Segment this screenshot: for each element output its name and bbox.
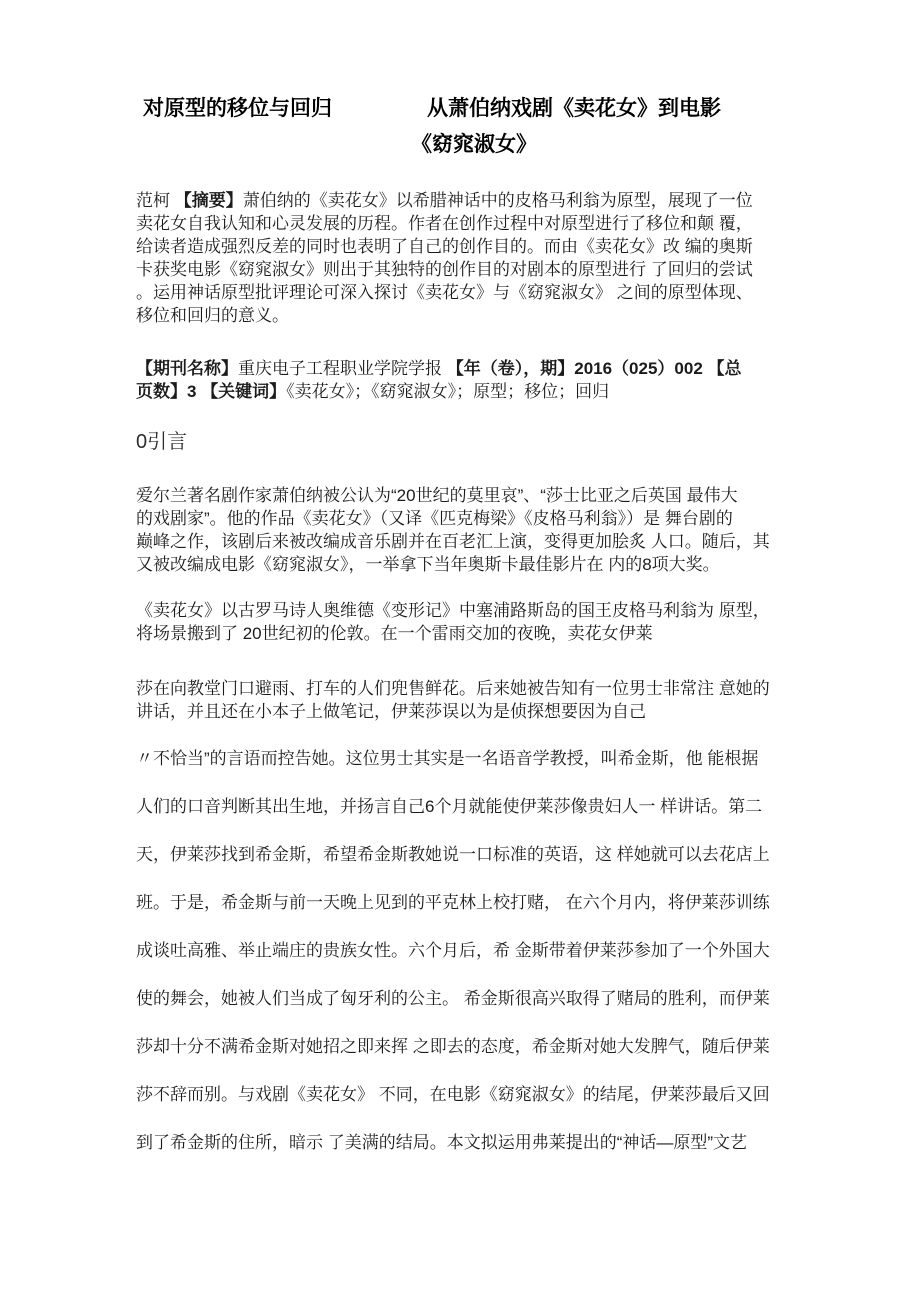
- intro-paragraph-4: [136, 735, 812, 1167]
- text-line: 〃不恰当”的言语而控告她。这位男士其实是一名语音学教授，叫希金斯，他 能根据: [136, 749, 759, 768]
- text-line: [136, 357, 812, 380]
- intro-paragraph-1: [136, 484, 812, 576]
- journal-name: 重庆电子工程职业学院学报: [238, 359, 447, 378]
- intro-paragraph-2: [136, 599, 812, 645]
- text-line: 使的舞会，她被人们当成了匈牙利的公主。 希金斯很高兴取得了赌局的胜利，而伊莱: [136, 989, 770, 1008]
- text-line: 卡获奖电影《窈窕淑女》则出于其独特的创作目的对剧本的原型进行 了回归的尝试: [136, 260, 753, 279]
- text-line: [136, 380, 812, 403]
- abstract-author: 范柯: [136, 191, 175, 210]
- text-line: 到了希金斯的住所，暗示 了美满的结局。本文拟运用弗莱提出的“神话—原型”文艺: [136, 1133, 748, 1152]
- section-heading-introduction: 0引言: [136, 431, 188, 453]
- abstract-label: 【摘要】: [174, 191, 243, 210]
- article-title: [143, 91, 812, 163]
- keywords-value: 《卖花女》；《窈窕淑女》；原型；移位；回归: [286, 382, 610, 401]
- text-line: 卖花女自我认知和心灵发展的历程。作者在创作过程中对原型进行了移位和颠 覆，: [136, 214, 753, 233]
- total-pages-label-close: 页数】: [136, 382, 187, 401]
- text-line: 莎却十分不满希金斯对她招之即来挥 之即去的态度，希金斯对她大发脾气，随后伊莱: [136, 1037, 770, 1056]
- year-volume-value: 2016（025）002: [574, 359, 708, 378]
- text-line: 人们的口音判断其出生地，并扬言自己6个月就能使伊莱莎像贵妇人一 样讲话。第二: [136, 797, 763, 816]
- text-line: 。运用神话原型批评理论可深入探讨《卖花女》与《窈窕淑女》 之间的原型体现、: [136, 283, 753, 302]
- text-line: 又被改编成电影《窈窕淑女》，一举拿下当年奥斯卡最佳影片在 内的8项大奖。: [136, 555, 720, 574]
- title-line-1: [143, 91, 812, 127]
- intro-paragraph-3: [136, 677, 812, 723]
- text-line: 将场景搬到了 20世纪初的伦敦。在一个雷雨交加的夜晚，卖花女伊莱: [136, 624, 653, 643]
- title-part-right: 从萧伯纳戏剧《卖花女》到电影: [427, 97, 721, 120]
- year-volume-label: 【年（卷），期】: [446, 359, 575, 378]
- text-line: 爱尔兰著名剧作家萧伯纳被公认为“20世纪的莫里哀”、“莎士比亚之后英国 最伟大: [136, 486, 738, 505]
- journal-meta: [136, 357, 812, 403]
- total-pages-label-open: 【总: [707, 359, 742, 378]
- text-line: 班。于是，希金斯与前一天晚上见到的平克林上校打赌， 在六个月内，将伊莱莎训练: [136, 893, 770, 912]
- total-pages-value: 3: [187, 382, 202, 401]
- text-line: 给读者造成强烈反差的同时也表明了自己的创作目的。而由《卖花女》改 编的奥斯: [136, 237, 753, 256]
- title-part-left: 对原型的移位与回归: [143, 97, 332, 120]
- title-line-2: 《窈窕淑女》: [411, 133, 537, 156]
- text-line: 移位和回归的意义。: [136, 306, 289, 325]
- abstract-paragraph: [136, 189, 812, 327]
- keywords-label: 【关键词】: [201, 382, 287, 401]
- journal-name-label: 【期刊名称】: [136, 359, 238, 378]
- text-line: 莎不辞而别。与戏剧《卖花女》 不同，在电影《窈窕淑女》的结尾，伊莱莎最后又回: [136, 1085, 770, 1104]
- text-line: 莎在向教堂门口避雨、打车的人们兜售鲜花。后来她被告知有一位男士非常注 意她的: [136, 679, 770, 698]
- text-line: 《卖花女》以古罗马诗人奥维德《变形记》中塞浦路斯岛的国王皮格马利翁为 原型，: [136, 601, 770, 620]
- text-line: 巅峰之作，该剧后来被改编成音乐剧并在百老汇上演，变得更加脍炙 人口。随后，其: [136, 532, 770, 551]
- text-line: 讲话，并且还在小本子上做笔记，伊莱莎误以为是侦探想要因为自己: [136, 702, 646, 721]
- text-line: 成谈吐高雅、举止端庄的贵族女性。六个月后，希 金斯带着伊莱莎参加了一个外国大: [136, 941, 770, 960]
- text-line: 的戏剧家”。他的作品《卖花女》（又译《匹克梅梁》《皮格马利翁》）是 舞台剧的: [136, 509, 733, 528]
- text-line: [136, 189, 812, 212]
- text-line: 天，伊莱莎找到希金斯，希望希金斯教她说一口标准的英语，这 样她就可以去花店上: [136, 845, 770, 864]
- document-content: [136, 91, 812, 1167]
- abstract-text: 萧伯纳的《卖花女》以希腊神话中的皮格马利翁为原型，展现了一位: [242, 191, 753, 210]
